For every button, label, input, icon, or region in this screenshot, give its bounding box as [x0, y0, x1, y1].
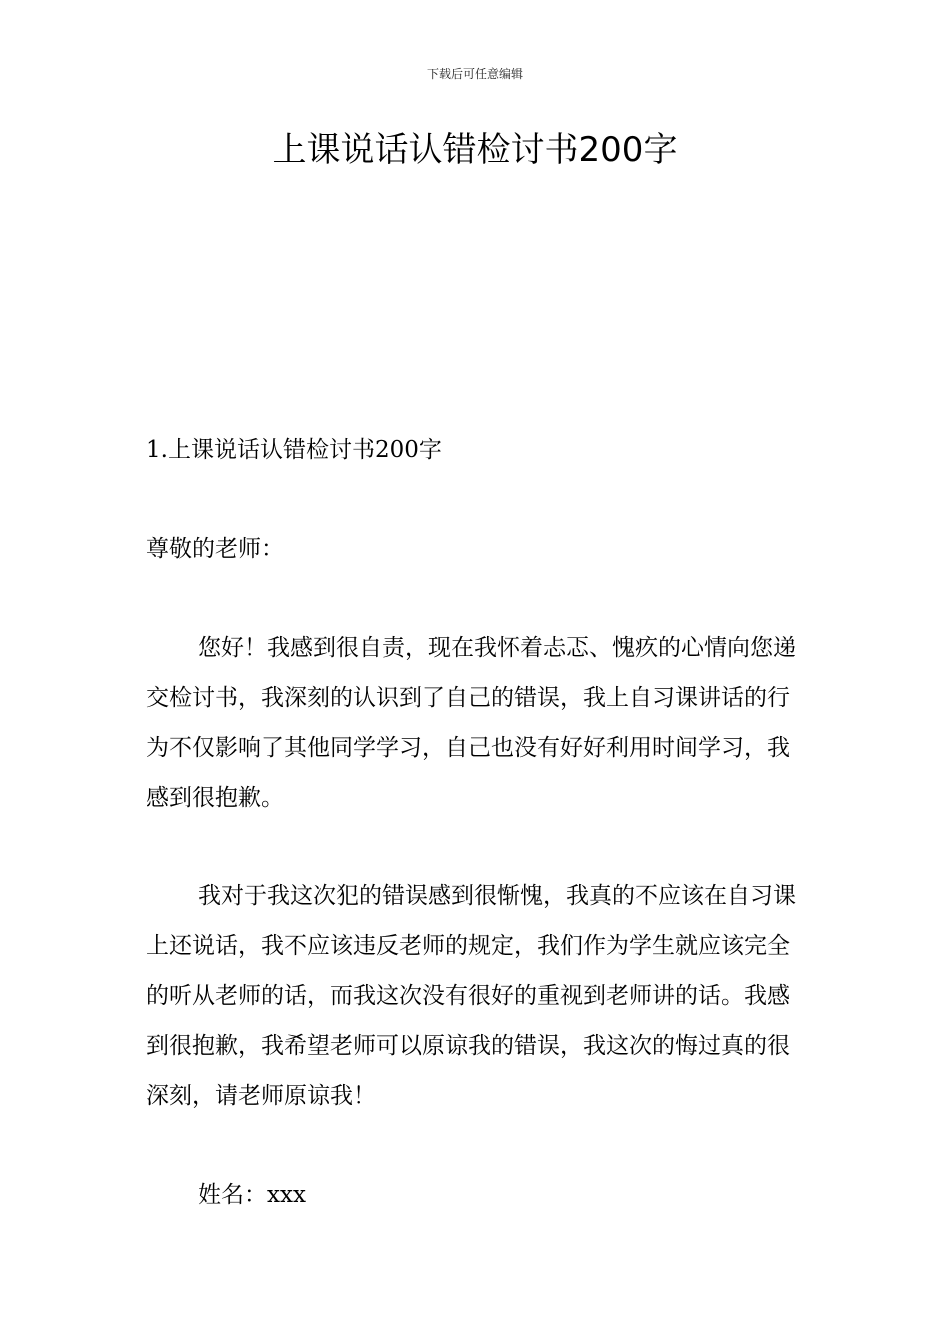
- salutation-text: 尊敬的老师：: [146, 536, 284, 562]
- paragraph-text: 您好！我感到很自责，现在我怀着忐忑、愧疚的心情向您递交检讨书，我深刻的认识到了自己的错误，我上自习课讲话的行为不仅影响了其他同学学习，自己也没有好好利用时间学习，我感到很抱歉。: [146, 635, 796, 811]
- body-paragraph-1: [146, 623, 806, 823]
- signature: [146, 1170, 806, 1220]
- section-heading: [146, 425, 806, 475]
- salutation: [146, 524, 806, 574]
- body-paragraph-2: [146, 871, 806, 1121]
- paragraph-text: 我对于我这次犯的错误感到很惭愧，我真的不应该在自习课上还说话，我不应该违反老师的规定，我们作为学生就应该完全的听从老师的话，而我这次没有很好的重视到老师讲的话。我感到很抱歉，我希望老师可以原谅我的错误，我这次的悔过真的很深刻，请老师原谅我！: [146, 883, 796, 1109]
- header-note: 下载后可任意编辑: [426, 67, 523, 81]
- section-heading-text: 1.上课说话认错检讨书200字: [146, 437, 442, 463]
- document-title: 上课说话认错检讨书200字: [272, 130, 678, 170]
- signature-text: 姓名：xxx: [198, 1182, 306, 1208]
